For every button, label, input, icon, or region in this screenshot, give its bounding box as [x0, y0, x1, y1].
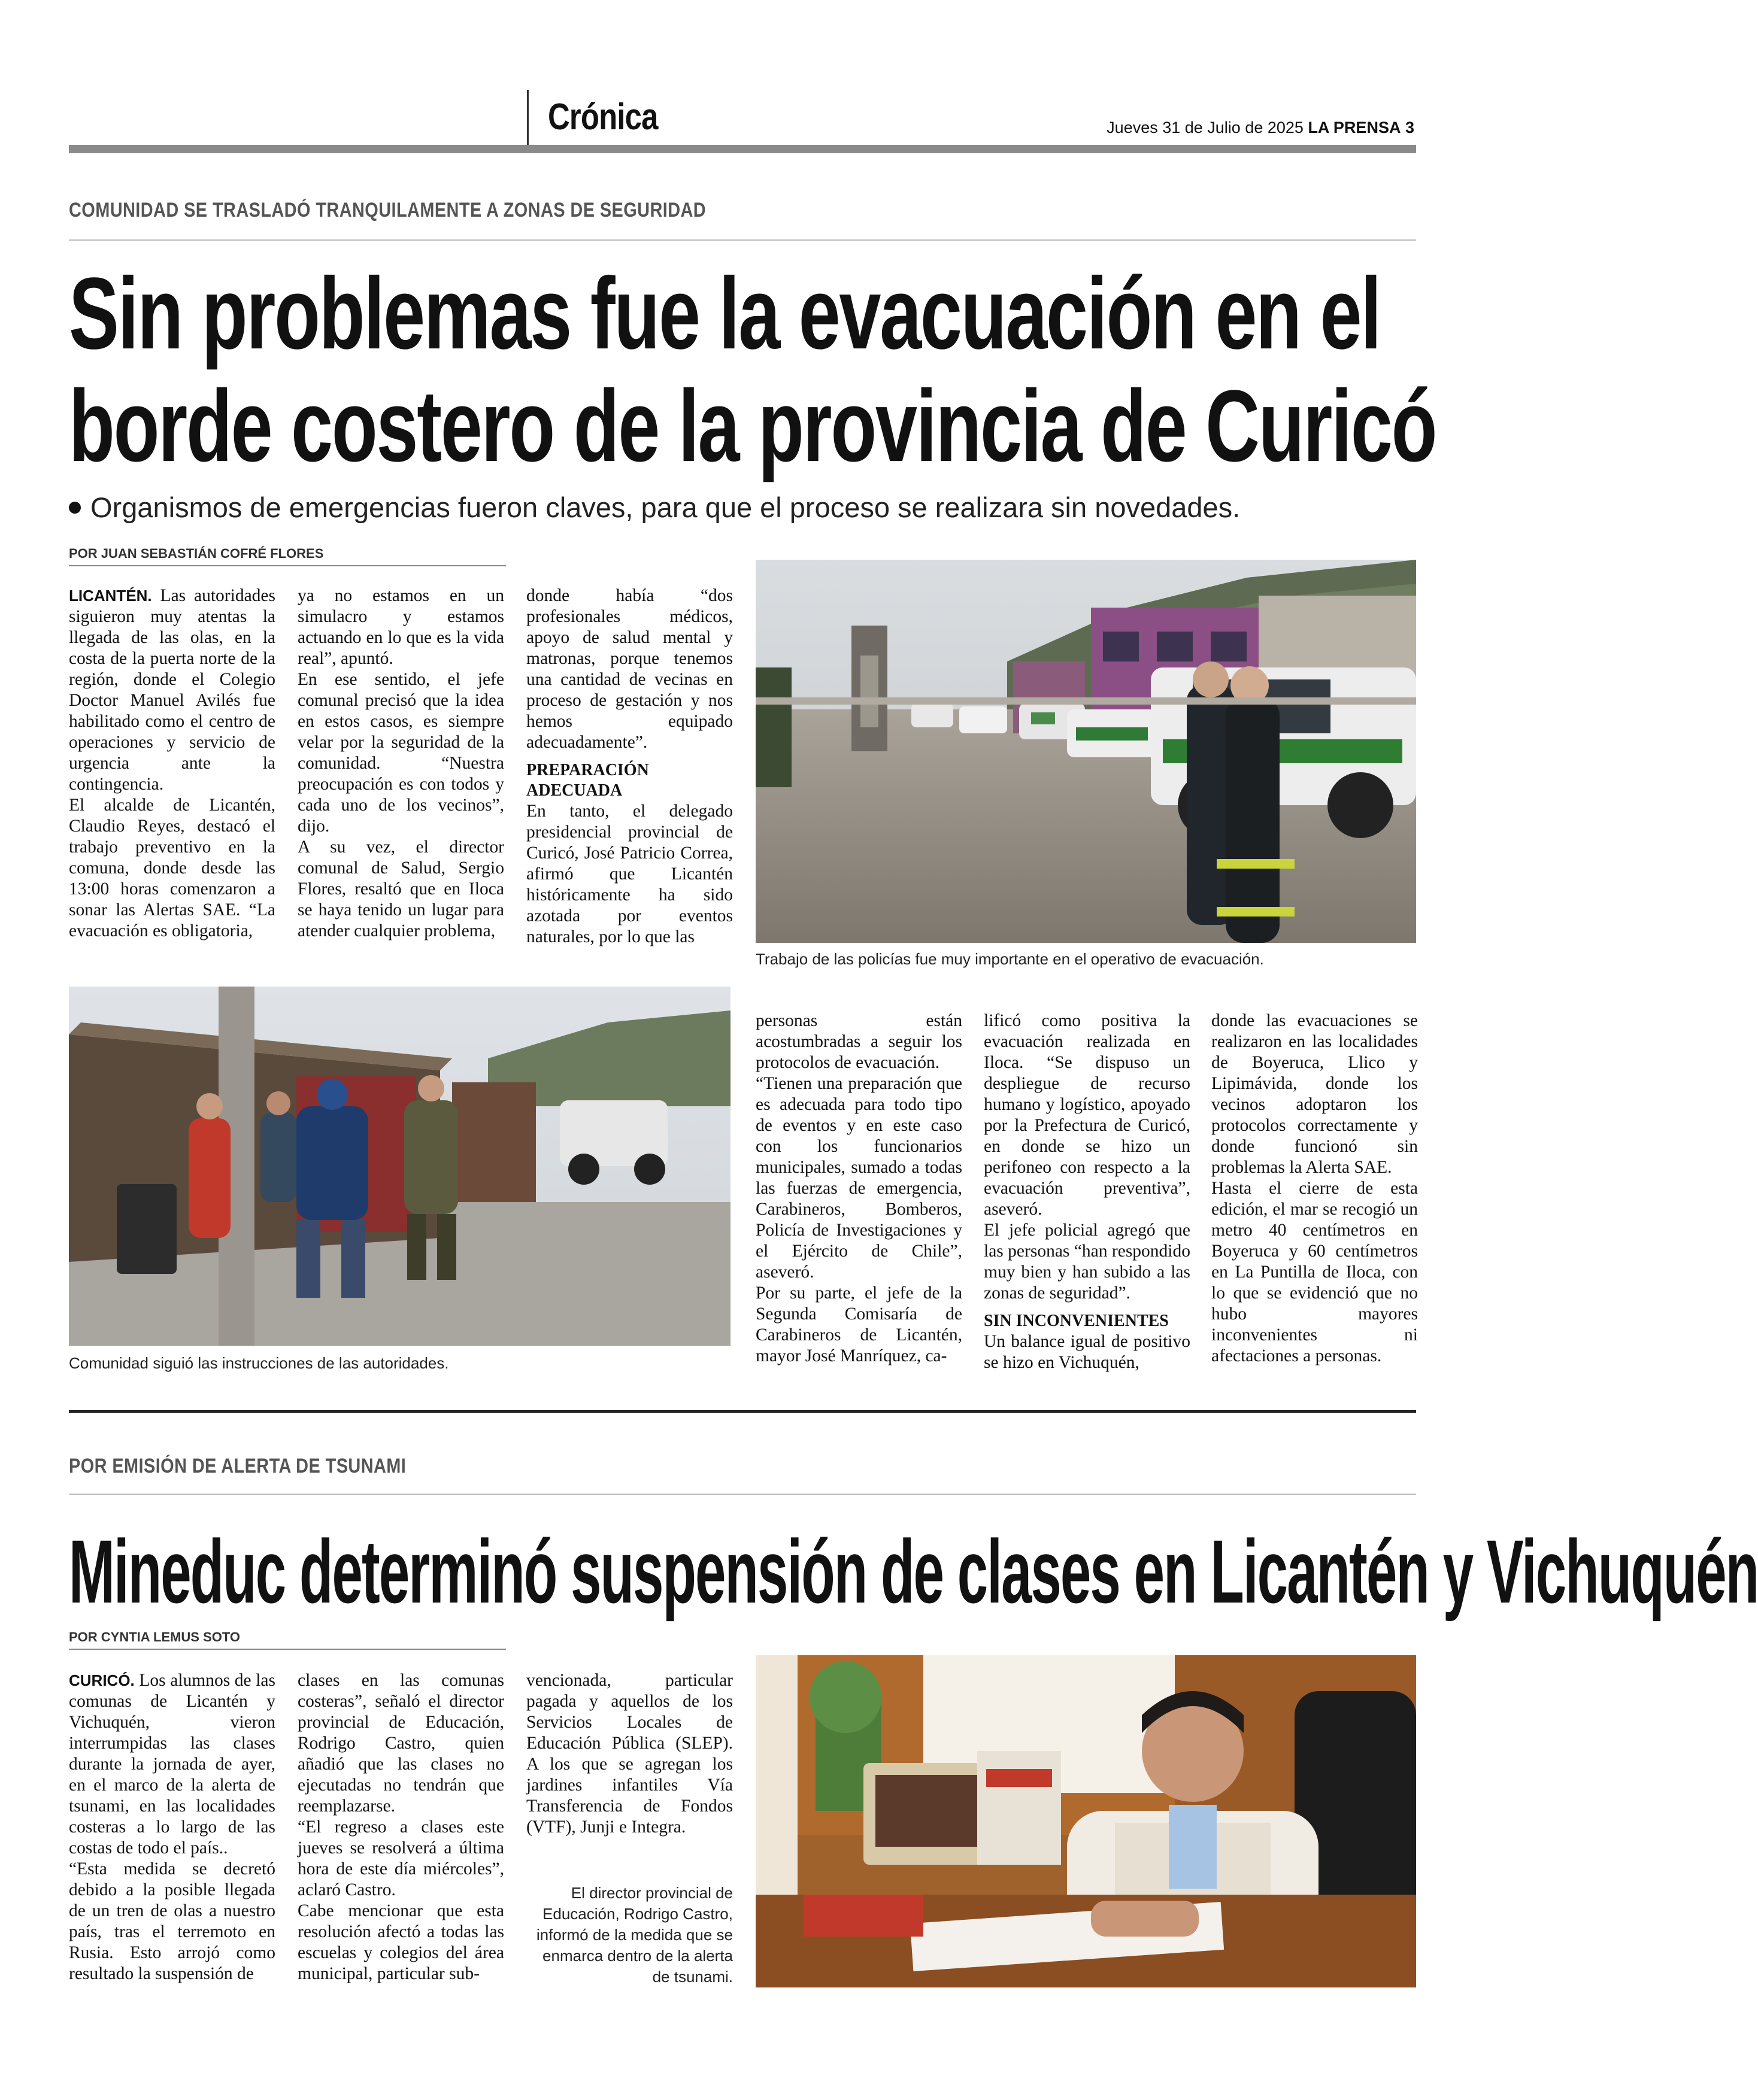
- byline-rule: [69, 1649, 506, 1650]
- header-divider: [527, 90, 529, 147]
- article-separator: [69, 1410, 1416, 1413]
- deck-text: Organismos de emergencias fueron claves, para que el proceso se realizara sin novedades.: [90, 491, 1241, 523]
- section-title: Crónica: [548, 96, 658, 138]
- dateline: CURICÓ.: [69, 1671, 135, 1689]
- article1-column-6: [1211, 1010, 1418, 1367]
- headline-line-2: borde costero de la provincia de Curicó: [69, 369, 1436, 483]
- paragraph: “Tienen una preparación que es adecuada para todo tipo de eventos y en este caso con los funcionarios municipales, sumado a todas las fuerzas de emergencia, Carabineros, Bomberos, Policía de Investigaciones y el Ejército de Chile”, aseveró.: [756, 1074, 962, 1282]
- paragraph: Cabe mencionar que esta resolución afectó a todas las escuelas y colegios del área municipal, particular sub-: [298, 1901, 504, 1983]
- article1-column-3: [526, 585, 733, 948]
- byline-rule: [69, 565, 506, 566]
- paper-name: LA PRENSA: [1308, 119, 1401, 136]
- photo-education-director: [756, 1655, 1416, 1987]
- paragraph: Por su parte, el jefe de la Segunda Comisaría de Carabineros de Licantén, mayor José Manríquez, ca-: [756, 1283, 962, 1365]
- dateline: LICANTÉN.: [69, 587, 152, 605]
- photo1-caption: Trabajo de las policías fue muy importante en el operativo de evacuación.: [756, 950, 1264, 968]
- header-bar: [69, 145, 1416, 153]
- article2-kicker: POR EMISIÓN DE ALERTA DE TSUNAMI: [69, 1455, 407, 1477]
- article2-column-1: [69, 1670, 275, 1984]
- issue-date: Jueves 31 de Julio de 2025: [1107, 119, 1304, 136]
- paragraph: “Esta medida se decretó debido a la posible llegada de un tren de olas a nuestro país, tras el terremoto en Rusia. Esto arrojó como resultado la suspensión de: [69, 1859, 275, 1983]
- paragraph: “El regreso a clases este jueves se resolverá a última hora de este día miércoles”, aclaró Castro.: [298, 1817, 504, 1899]
- article1-column-2: [298, 585, 504, 942]
- article2-headline: Mineduc determinó suspensión de clases en Licantén y Vichuquén: [69, 1521, 1758, 1622]
- paragraph: donde las evacuaciones se realizaron en las localidades de Boyeruca, Llico y Lipimávida, donde los vecinos adoptaron los protocolos correctamente y donde funcionó sin problemas la Alerta SAE.: [1211, 1011, 1418, 1177]
- paragraph: Hasta el cierre de esta edición, el mar se recogió un metro 40 centímetros en Boyeruca y 60 centímetros en La Puntilla de Iloca, con lo que se evidenció que no hubo mayores inconvenientes ni afectaciones a personas.: [1211, 1179, 1418, 1365]
- paragraph: El jefe policial agregó que las personas “han respondido muy bien y han subido a las zonas de seguridad”.: [984, 1221, 1190, 1303]
- photo-police-evacuation: [756, 560, 1416, 943]
- paragraph: Los alumnos de las comunas de Licantén y Vichuquén, vieron interrumpidas las clases durante la jornada de ayer, en el marco de la alerta de tsunami, en las localidades costeras a lo largo de las costas de todo el país..: [69, 1671, 275, 1858]
- paragraph: personas están acostumbradas a seguir los protocolos de evacuación.: [756, 1011, 962, 1072]
- paragraph: En tanto, el delegado presidencial provincial de Curicó, José Patricio Correa, afirmó que Licantén históricamente ha sido azotada por eventos naturales, por lo que las: [526, 802, 733, 946]
- article1-deck: [69, 491, 1240, 524]
- kicker-rule: [69, 239, 1416, 241]
- article2-byline: POR CYNTIA LEMUS SOTO: [69, 1629, 241, 1644]
- paragraph: Un balance igual de positivo se hizo en Vichuquén,: [984, 1332, 1190, 1372]
- photo2-caption: Comunidad siguió las instrucciones de las autoridades.: [69, 1354, 449, 1372]
- article1-column-1: [69, 585, 275, 942]
- paragraph: clases en las comunas costeras”, señaló el director provincial de Educación, Rodrigo Castro, quien añadió que las clases no ejecutadas no tendrán que reemplazarse.: [298, 1671, 504, 1816]
- page-number: 3: [1405, 119, 1414, 136]
- article1-headline: [69, 257, 1436, 482]
- article1-byline: POR JUAN SEBASTIÁN COFRÉ FLORES: [69, 546, 324, 561]
- article2-column-2: [298, 1670, 504, 1984]
- kicker-rule: [69, 1494, 1416, 1495]
- photo3-caption: El director provincial de Educación, Rodrigo Castro, informó de la medida que se enmarca dentro de la alerta de tsunami.: [536, 1884, 733, 1986]
- article1-column-4: [756, 1010, 962, 1367]
- photo-community: [69, 987, 731, 1346]
- subheading: PREPARACIÓN ADECUADA: [526, 761, 649, 800]
- page-date-line: [1107, 119, 1414, 137]
- article1-kicker: COMUNIDAD SE TRASLADÓ TRANQUILAMENTE A ZONAS DE SEGURIDAD: [69, 199, 707, 221]
- paragraph: donde había “dos profesionales médicos, apoyo de salud mental y matronas, porque tenemos una cantidad de vecinas en proceso de gestación y nos hemos equipado adecuadamente”.: [526, 586, 733, 752]
- paragraph: A su vez, el director comunal de Salud, Sergio Flores, resaltó que en Iloca se haya tenido un lugar para atender cualquier problema,: [298, 837, 504, 940]
- headline-line-1: Sin problemas fue la evacuación en el: [69, 257, 1381, 371]
- paragraph: En ese sentido, el jefe comunal precisó que la idea en estos casos, es siempre velar por la seguridad de la comunidad. “Nuestra preocupación es con todos y cada uno de los vecinos”, dijo.: [298, 670, 504, 836]
- paragraph: vencionada, particular pagada y aquellos de los Servicios Locales de Educación Pública (SLEP). A los que se agregan los jardines infantiles Vía Transferencia de Fondos (VTF), Junji e Integra.: [526, 1671, 733, 1837]
- paragraph: lificó como positiva la evacuación realizada en Iloca. “Se dispuso un despliegue de recurso humano y logístico, apoyado por la Prefectura de Curicó, en donde se hizo un perifoneo con respecto a la evacuación preventiva”, aseveró.: [984, 1011, 1190, 1219]
- paragraph: Las autoridades siguieron muy atentas la llegada de las olas, en la costa de la puerta norte de la región, donde el Colegio Doctor Manuel Avilés fue habilitado como el centro de operaciones y servicio de urgencia ante la contingencia.: [69, 586, 275, 794]
- paragraph: ya no estamos en un simulacro y estamos actuando en lo que es la vida real”, apuntó.: [298, 586, 504, 668]
- subheading: SIN INCONVENIENTES: [984, 1312, 1169, 1330]
- article2-column-3: [526, 1670, 733, 1838]
- article1-column-5: [984, 1010, 1190, 1373]
- bullet-icon: [69, 502, 81, 514]
- paragraph: El alcalde de Licantén, Claudio Reyes, destacó el trabajo preventivo en la comuna, donde desde las 13:00 horas comenzaron a sonar las Alertas SAE. “La evacuación es obligatoria,: [69, 796, 275, 940]
